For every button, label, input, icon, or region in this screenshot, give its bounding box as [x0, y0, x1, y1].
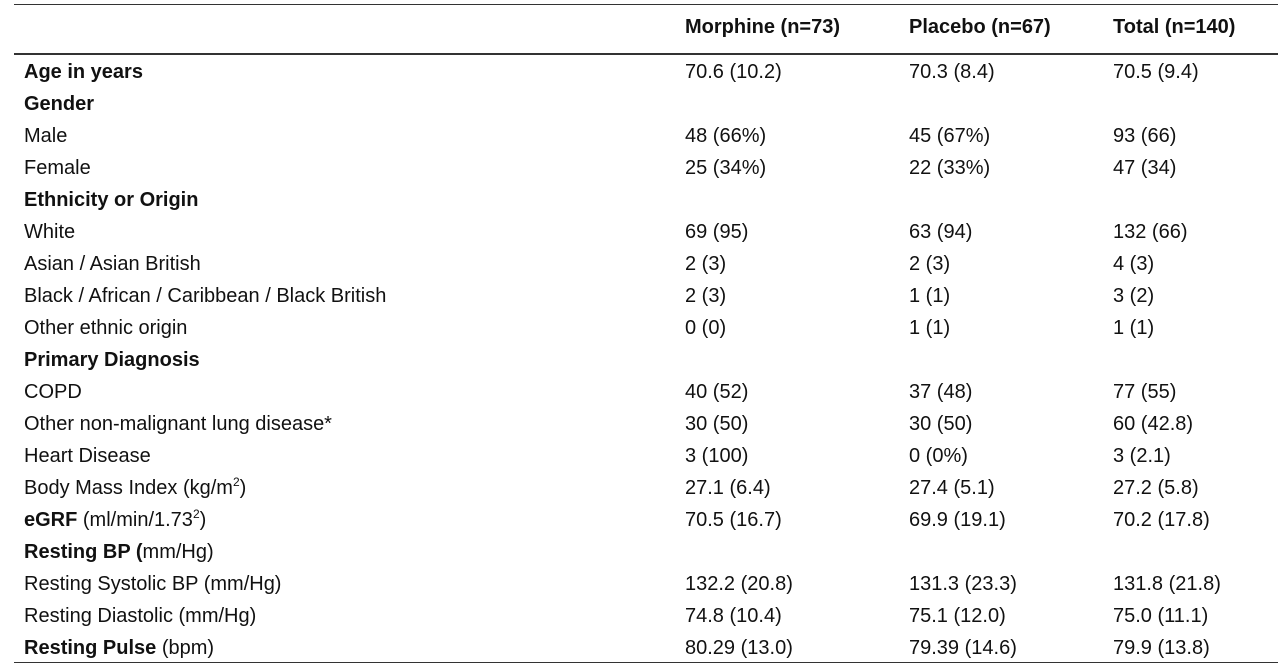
cell-total: 77 (55): [1113, 381, 1177, 403]
cell-morphine: 2 (3): [685, 253, 727, 275]
cell-morphine: 2 (3): [685, 285, 727, 307]
top-rule: [14, 4, 1278, 5]
cell-morphine: 70.5 (16.7): [685, 509, 782, 531]
cell-total: 70.5 (9.4): [1113, 61, 1199, 83]
row-label: Black / African / Caribbean / Black British: [24, 285, 387, 307]
cell-morphine: 48 (66%): [685, 125, 767, 147]
cell-morphine: 132.2 (20.8): [685, 573, 793, 595]
row-age: [0, 56, 1280, 88]
row-label-bold: Resting BP (: [24, 541, 143, 563]
cell-morphine: 0 (0): [685, 317, 727, 339]
row-copd: [0, 376, 1280, 408]
row-label-bold: eGRF: [24, 509, 78, 531]
row-label-tail: ): [199, 509, 207, 531]
cell-placebo: 0 (0%): [909, 445, 968, 467]
cell-morphine: 25 (34%): [685, 157, 767, 179]
table-body: [0, 56, 1280, 664]
cell-total: 60 (42.8): [1113, 413, 1194, 435]
cell-total: 27.2 (5.8): [1113, 477, 1199, 499]
row-ethnicity: [0, 184, 1280, 216]
cell-total: 131.8 (21.8): [1113, 573, 1221, 595]
cell-total: 132 (66): [1113, 221, 1188, 243]
row-label-sup: 2: [232, 475, 240, 489]
row-primary-diagnosis: [0, 344, 1280, 376]
cell-morphine: 80.29 (13.0): [685, 637, 793, 659]
cell-placebo: 1 (1): [909, 317, 951, 339]
row-egfr: [0, 504, 1280, 536]
row-gender: [0, 88, 1280, 120]
cell-total: 79.9 (13.8): [1113, 637, 1210, 659]
cell-placebo: 45 (67%): [909, 125, 991, 147]
row-label-main: Body Mass Index (kg/m: [24, 477, 233, 499]
cell-placebo: 22 (33%): [909, 157, 991, 179]
header-placebo: Placebo (n=67): [909, 16, 1051, 38]
row-label: Other non-malignant lung disease*: [24, 413, 332, 435]
row-label: Gender: [24, 93, 95, 115]
header-morphine: Morphine (n=73): [685, 16, 841, 38]
row-other-ethnic: [0, 312, 1280, 344]
row-white: [0, 216, 1280, 248]
header-row: [0, 16, 1280, 44]
row-label: Asian / Asian British: [24, 253, 201, 275]
row-label: Age in years: [24, 61, 143, 83]
row-female: [0, 152, 1280, 184]
bottom-rule: [14, 662, 1278, 663]
cell-morphine: 30 (50): [685, 413, 749, 435]
row-label-tail: ): [239, 477, 247, 499]
cell-total: 1 (1): [1113, 317, 1155, 339]
cell-total: 47 (34): [1113, 157, 1177, 179]
row-label: [24, 632, 214, 664]
row-heart-disease: [0, 440, 1280, 472]
cell-placebo: 30 (50): [909, 413, 973, 435]
cell-morphine: 70.6 (10.2): [685, 61, 782, 83]
row-resting-bp: [0, 536, 1280, 568]
cell-placebo: 79.39 (14.6): [909, 637, 1017, 659]
cell-placebo: 27.4 (5.1): [909, 477, 995, 499]
row-label: Heart Disease: [24, 445, 151, 467]
header-total: Total (n=140): [1113, 16, 1236, 38]
cell-placebo: 70.3 (8.4): [909, 61, 995, 83]
row-label: White: [24, 221, 76, 243]
cell-placebo: 1 (1): [909, 285, 951, 307]
row-label: Male: [24, 125, 68, 147]
cell-placebo: 37 (48): [909, 381, 973, 403]
cell-total: 3 (2.1): [1113, 445, 1171, 467]
cell-total: 4 (3): [1113, 253, 1155, 275]
row-label: Ethnicity or Origin: [24, 189, 199, 211]
cell-morphine: 74.8 (10.4): [685, 605, 782, 627]
cell-morphine: 40 (52): [685, 381, 749, 403]
cell-total: 3 (2): [1113, 285, 1155, 307]
cell-total: 75.0 (11.1): [1113, 605, 1209, 627]
row-label: Resting Diastolic (mm/Hg): [24, 605, 257, 627]
header-rule: [14, 53, 1278, 55]
cell-placebo: 131.3 (23.3): [909, 573, 1017, 595]
row-label: [24, 472, 246, 504]
row-label-main: (ml/min/1.73: [77, 509, 193, 531]
row-label: Resting Systolic BP (mm/Hg): [24, 573, 282, 595]
row-label: [24, 536, 214, 568]
row-label: Female: [24, 157, 91, 179]
row-asian: [0, 248, 1280, 280]
row-other-lung: [0, 408, 1280, 440]
row-label-main: mm/Hg): [142, 541, 214, 563]
cell-placebo: 2 (3): [909, 253, 951, 275]
row-label: COPD: [24, 381, 82, 403]
cell-morphine: 3 (100): [685, 445, 749, 467]
row-black: [0, 280, 1280, 312]
row-label-sup: 2: [192, 507, 200, 521]
cell-placebo: 63 (94): [909, 221, 973, 243]
cell-placebo: 69.9 (19.1): [909, 509, 1006, 531]
row-label: Other ethnic origin: [24, 317, 188, 339]
row-label-bold: Resting Pulse: [24, 637, 157, 659]
row-bmi: [0, 472, 1280, 504]
row-male: [0, 120, 1280, 152]
row-diastolic: [0, 600, 1280, 632]
row-label: Primary Diagnosis: [24, 349, 200, 371]
row-systolic: [0, 568, 1280, 600]
row-pulse: [0, 632, 1280, 664]
cell-total: 70.2 (17.8): [1113, 509, 1210, 531]
row-label-main: (bpm): [156, 637, 215, 659]
row-label: [24, 504, 206, 536]
cell-morphine: 27.1 (6.4): [685, 477, 771, 499]
cell-placebo: 75.1 (12.0): [909, 605, 1006, 627]
cell-morphine: 69 (95): [685, 221, 749, 243]
cell-total: 93 (66): [1113, 125, 1177, 147]
